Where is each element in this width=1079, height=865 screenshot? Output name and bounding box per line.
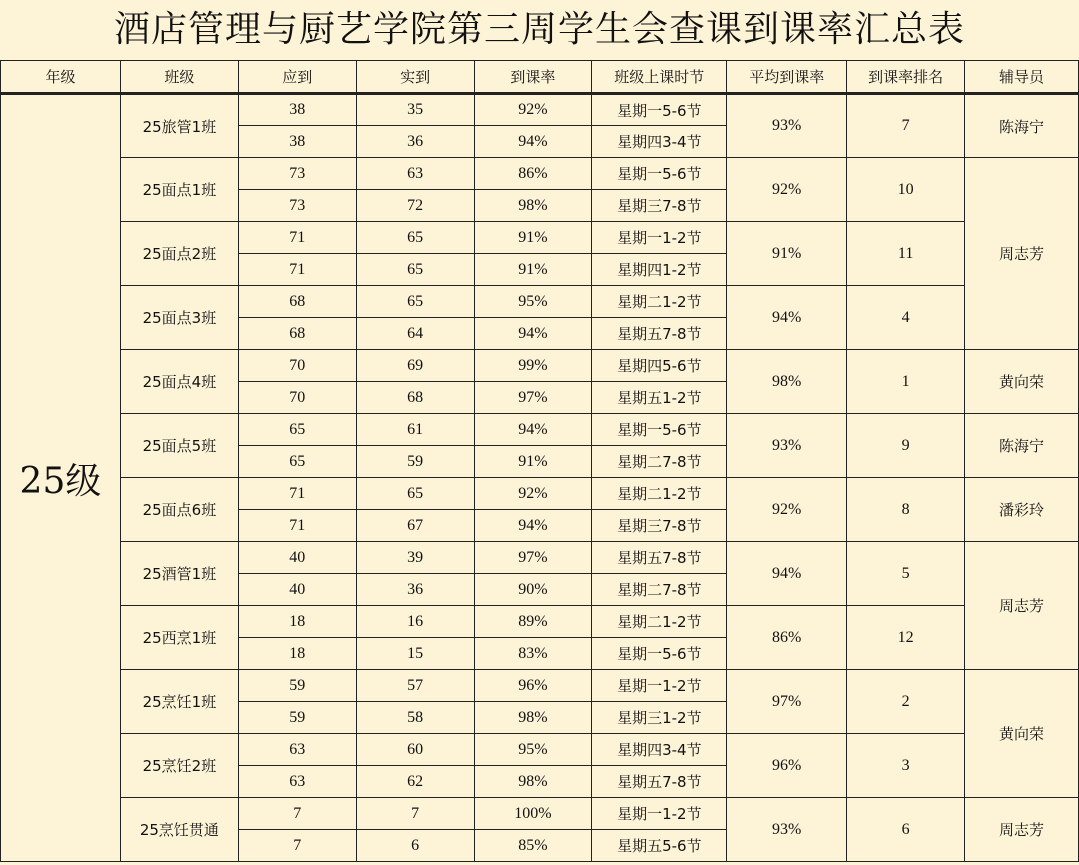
class-time-cell: 星期二1-2节 <box>592 478 727 510</box>
counselor-cell: 黄向荣 <box>965 670 1079 798</box>
counselor-cell: 黄向荣 <box>965 350 1079 414</box>
table-row <box>1 350 1079 382</box>
class-time-cell: 星期一5-6节 <box>592 414 727 446</box>
class-time-cell: 星期五7-8节 <box>592 766 727 798</box>
col-expected-header: 应到 <box>238 61 356 94</box>
class-time-cell: 星期二7-8节 <box>592 446 727 478</box>
rank-cell: 1 <box>847 350 965 414</box>
col-counselor-header: 辅导员 <box>965 61 1079 94</box>
class-time-cell: 星期四3-4节 <box>592 734 727 766</box>
class-name-cell: 25面点1班 <box>120 158 238 222</box>
expected-cell: 73 <box>238 158 356 190</box>
class-name-cell: 25面点2班 <box>120 222 238 286</box>
table-row <box>1 414 1079 446</box>
class-time-cell: 星期五7-8节 <box>592 542 727 574</box>
table-body <box>1 94 1079 862</box>
avg-rate-cell: 92% <box>727 478 847 542</box>
actual-cell: 16 <box>356 606 474 638</box>
expected-cell: 7 <box>238 830 356 862</box>
table-row <box>1 734 1079 766</box>
avg-rate-cell: 93% <box>727 414 847 478</box>
attendance-table <box>0 60 1079 862</box>
actual-cell: 59 <box>356 446 474 478</box>
class-time-cell: 星期一1-2节 <box>592 670 727 702</box>
grade-cell: 25级 <box>1 94 121 862</box>
actual-cell: 35 <box>356 94 474 126</box>
expected-cell: 40 <box>238 542 356 574</box>
class-time-cell: 星期一5-6节 <box>592 638 727 670</box>
col-avg-rate-header: 平均到课率 <box>727 61 847 94</box>
class-name-cell: 25西烹1班 <box>120 606 238 670</box>
class-time-cell: 星期一5-6节 <box>592 94 727 126</box>
class-time-cell: 星期五5-6节 <box>592 830 727 862</box>
class-time-cell: 星期四1-2节 <box>592 254 727 286</box>
avg-rate-cell: 97% <box>727 670 847 734</box>
rate-cell: 98% <box>474 702 592 734</box>
rank-cell: 11 <box>847 222 965 286</box>
rate-cell: 92% <box>474 94 592 126</box>
rate-cell: 91% <box>474 222 592 254</box>
col-class-header: 班级 <box>120 61 238 94</box>
rate-cell: 92% <box>474 478 592 510</box>
rank-cell: 9 <box>847 414 965 478</box>
expected-cell: 71 <box>238 254 356 286</box>
counselor-cell: 周志芳 <box>965 542 1079 670</box>
class-time-cell: 星期四5-6节 <box>592 350 727 382</box>
class-time-cell: 星期三7-8节 <box>592 190 727 222</box>
table-row <box>1 798 1079 830</box>
class-name-cell: 25面点6班 <box>120 478 238 542</box>
expected-cell: 7 <box>238 798 356 830</box>
actual-cell: 63 <box>356 158 474 190</box>
rank-cell: 7 <box>847 94 965 158</box>
class-name-cell: 25旅管1班 <box>120 94 238 158</box>
actual-cell: 65 <box>356 254 474 286</box>
rate-cell: 99% <box>474 350 592 382</box>
rate-cell: 96% <box>474 670 592 702</box>
class-time-cell: 星期五7-8节 <box>592 318 727 350</box>
table-row <box>1 286 1079 318</box>
class-name-cell: 25烹饪1班 <box>120 670 238 734</box>
avg-rate-cell: 93% <box>727 798 847 862</box>
expected-cell: 71 <box>238 478 356 510</box>
avg-rate-cell: 93% <box>727 94 847 158</box>
actual-cell: 69 <box>356 350 474 382</box>
header-row <box>1 61 1079 94</box>
rank-cell: 8 <box>847 478 965 542</box>
expected-cell: 65 <box>238 446 356 478</box>
counselor-cell: 周志芳 <box>965 158 1079 350</box>
table-row <box>1 542 1079 574</box>
class-time-cell: 星期一1-2节 <box>592 222 727 254</box>
rate-cell: 85% <box>474 830 592 862</box>
table-row <box>1 222 1079 254</box>
page-title: 酒店管理与厨艺学院第三周学生会查课到课率汇总表 <box>113 9 965 50</box>
actual-cell: 7 <box>356 798 474 830</box>
rank-cell: 4 <box>847 286 965 350</box>
class-time-cell: 星期二1-2节 <box>592 286 727 318</box>
class-name-cell: 25面点3班 <box>120 286 238 350</box>
expected-cell: 38 <box>238 94 356 126</box>
class-time-cell: 星期五1-2节 <box>592 382 727 414</box>
col-rate-header: 到课率 <box>474 61 592 94</box>
expected-cell: 63 <box>238 734 356 766</box>
class-time-cell: 星期二7-8节 <box>592 574 727 606</box>
class-time-cell: 星期一1-2节 <box>592 798 727 830</box>
rate-cell: 98% <box>474 190 592 222</box>
rate-cell: 97% <box>474 382 592 414</box>
rate-cell: 91% <box>474 446 592 478</box>
rate-cell: 94% <box>474 318 592 350</box>
rank-cell: 3 <box>847 734 965 798</box>
rate-cell: 94% <box>474 126 592 158</box>
class-time-cell: 星期一5-6节 <box>592 158 727 190</box>
col-time-header: 班级上课时节 <box>592 61 727 94</box>
actual-cell: 65 <box>356 222 474 254</box>
class-time-cell: 星期三7-8节 <box>592 510 727 542</box>
expected-cell: 68 <box>238 286 356 318</box>
actual-cell: 62 <box>356 766 474 798</box>
col-grade-header: 年级 <box>1 61 121 94</box>
actual-cell: 57 <box>356 670 474 702</box>
rate-cell: 95% <box>474 286 592 318</box>
expected-cell: 63 <box>238 766 356 798</box>
expected-cell: 38 <box>238 126 356 158</box>
counselor-cell: 周志芳 <box>965 798 1079 862</box>
class-time-cell: 星期二1-2节 <box>592 606 727 638</box>
avg-rate-cell: 91% <box>727 222 847 286</box>
rate-cell: 90% <box>474 574 592 606</box>
table-row <box>1 94 1079 126</box>
rate-cell: 89% <box>474 606 592 638</box>
avg-rate-cell: 98% <box>727 350 847 414</box>
actual-cell: 6 <box>356 830 474 862</box>
expected-cell: 70 <box>238 350 356 382</box>
expected-cell: 68 <box>238 318 356 350</box>
avg-rate-cell: 94% <box>727 542 847 606</box>
expected-cell: 65 <box>238 414 356 446</box>
rank-cell: 2 <box>847 670 965 734</box>
rate-cell: 95% <box>474 734 592 766</box>
class-time-cell: 星期四3-4节 <box>592 126 727 158</box>
rate-cell: 91% <box>474 254 592 286</box>
col-rank-header: 到课率排名 <box>847 61 965 94</box>
class-name-cell: 25烹饪2班 <box>120 734 238 798</box>
rate-cell: 97% <box>474 542 592 574</box>
actual-cell: 72 <box>356 190 474 222</box>
rank-cell: 10 <box>847 158 965 222</box>
table-row <box>1 606 1079 638</box>
rank-cell: 6 <box>847 798 965 862</box>
class-name-cell: 25酒管1班 <box>120 542 238 606</box>
rate-cell: 100% <box>474 798 592 830</box>
expected-cell: 71 <box>238 222 356 254</box>
expected-cell: 18 <box>238 606 356 638</box>
counselor-cell: 陈海宁 <box>965 94 1079 158</box>
rate-cell: 98% <box>474 766 592 798</box>
rate-cell: 83% <box>474 638 592 670</box>
actual-cell: 65 <box>356 478 474 510</box>
avg-rate-cell: 86% <box>727 606 847 670</box>
expected-cell: 18 <box>238 638 356 670</box>
rate-cell: 94% <box>474 510 592 542</box>
expected-cell: 73 <box>238 190 356 222</box>
table-row <box>1 670 1079 702</box>
actual-cell: 15 <box>356 638 474 670</box>
actual-cell: 61 <box>356 414 474 446</box>
actual-cell: 36 <box>356 574 474 606</box>
expected-cell: 59 <box>238 702 356 734</box>
actual-cell: 65 <box>356 286 474 318</box>
rate-cell: 94% <box>474 414 592 446</box>
counselor-cell: 潘彩玲 <box>965 478 1079 542</box>
actual-cell: 58 <box>356 702 474 734</box>
rank-cell: 12 <box>847 606 965 670</box>
class-name-cell: 25面点5班 <box>120 414 238 478</box>
table-row <box>1 478 1079 510</box>
class-time-cell: 星期三1-2节 <box>592 702 727 734</box>
actual-cell: 39 <box>356 542 474 574</box>
class-name-cell: 25面点4班 <box>120 350 238 414</box>
rank-cell: 5 <box>847 542 965 606</box>
class-name-cell: 25烹饪贯通 <box>120 798 238 862</box>
table-row <box>1 158 1079 190</box>
actual-cell: 64 <box>356 318 474 350</box>
expected-cell: 40 <box>238 574 356 606</box>
expected-cell: 59 <box>238 670 356 702</box>
avg-rate-cell: 92% <box>727 158 847 222</box>
expected-cell: 70 <box>238 382 356 414</box>
actual-cell: 36 <box>356 126 474 158</box>
actual-cell: 60 <box>356 734 474 766</box>
col-actual-header: 实到 <box>356 61 474 94</box>
counselor-cell: 陈海宁 <box>965 414 1079 478</box>
expected-cell: 71 <box>238 510 356 542</box>
rate-cell: 86% <box>474 158 592 190</box>
actual-cell: 67 <box>356 510 474 542</box>
avg-rate-cell: 94% <box>727 286 847 350</box>
actual-cell: 68 <box>356 382 474 414</box>
avg-rate-cell: 96% <box>727 734 847 798</box>
